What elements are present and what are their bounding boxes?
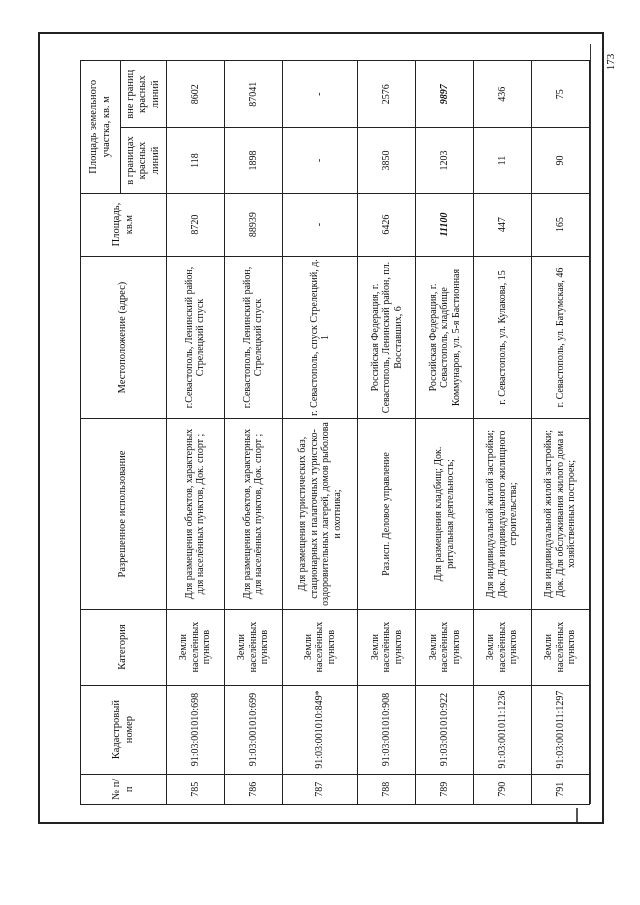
- cell-usage: Для индивидуальной жилой застройки; Док. Для индивидуального жилищного строительства;: [474, 419, 532, 609]
- header-usage: Разрешенное использование: [81, 419, 167, 609]
- cell-cadastral: 91:03:001011:1297: [532, 685, 590, 774]
- cell-outside: 75: [532, 61, 590, 128]
- header-num: № п/п: [81, 774, 167, 804]
- cell-outside: 87041: [224, 61, 282, 128]
- cell-cadastral: 91:03:001010:922: [416, 685, 474, 774]
- cell-num: 791: [532, 774, 590, 804]
- header-area: Площадь, кв.м: [81, 193, 167, 256]
- table-row: [224, 61, 282, 805]
- cell-num: 785: [167, 774, 225, 804]
- cell-within: 1898: [224, 128, 282, 193]
- table-row: [474, 61, 532, 805]
- cell-category: Земли населённых пунктов: [474, 609, 532, 685]
- table-wrapper: [80, 60, 590, 805]
- cell-area: 165: [532, 193, 590, 256]
- cell-area: 88939: [224, 193, 282, 256]
- cell-area: 8720: [167, 193, 225, 256]
- cell-outside: 436: [474, 61, 532, 128]
- margin-rule: [590, 44, 591, 804]
- cell-location: Российская Федерация, г. Севастополь, кладбище Коммунаров, ул. 5-я Бастионная: [416, 256, 474, 419]
- cell-location: г.Севастополь, Ленинский район, Стрелецкий спуск: [224, 256, 282, 419]
- cell-outside: 8602: [167, 61, 225, 128]
- cell-area: 447: [474, 193, 532, 256]
- cell-num: 790: [474, 774, 532, 804]
- page-number-text: 173: [605, 53, 617, 71]
- cell-location: г. Севастополь, ул. Батумская, 46: [532, 256, 590, 419]
- cell-category: Земли населённых пунктов: [416, 609, 474, 685]
- table-row: [167, 61, 225, 805]
- cell-num: 789: [416, 774, 474, 804]
- header-plot-area: Площадь земельного участка, кв. м: [81, 61, 121, 194]
- footer-mark: [576, 808, 578, 822]
- cell-cadastral: 91:03:001010:849*: [282, 685, 358, 774]
- header-location: Местоположение (адрес): [81, 256, 167, 419]
- cell-within: 3850: [358, 128, 416, 193]
- cell-category: Земли населённых пунктов: [358, 609, 416, 685]
- cell-area: 6426: [358, 193, 416, 256]
- land-plots-table: [80, 60, 590, 805]
- cell-usage: Раз.исп. Деловое управление: [358, 419, 416, 609]
- header-within: в границах красных линий: [121, 128, 167, 193]
- cell-location: г. Севастополь, спуск Стрелецкий, д. 1: [282, 256, 358, 419]
- cell-within: 90: [532, 128, 590, 193]
- cell-area: 11100: [416, 193, 474, 256]
- cell-outside: -: [282, 61, 358, 128]
- cell-category: Земли населённых пунктов: [282, 609, 358, 685]
- table-row: [358, 61, 416, 805]
- header-outside: вне границ красных линий: [121, 61, 167, 128]
- cell-num: 786: [224, 774, 282, 804]
- cell-outside: 2576: [358, 61, 416, 128]
- cell-usage: Для размещения туристических баз, стационарных и палаточных туристско-оздоровительных лагерей, домов рыболова и охотника;: [282, 419, 358, 609]
- cell-outside: 9897: [416, 61, 474, 128]
- cell-cadastral: 91:03:001011:1236: [474, 685, 532, 774]
- cell-area: -: [282, 193, 358, 256]
- cell-usage: Для размещения кладбищ; Док. ритуальная деятельность;: [416, 419, 474, 609]
- cell-usage: Для размещения объектов, характерных для населённых пунктов, Док. спорт ;: [167, 419, 225, 609]
- table-row: [416, 61, 474, 805]
- cell-location: г. Севастополь, ул. Кулакова, 15: [474, 256, 532, 419]
- cell-within: 118: [167, 128, 225, 193]
- cell-category: Земли населённых пунктов: [167, 609, 225, 685]
- cell-usage: Для индивидуальной жилой застройки; Док. Для обслуживания жилого дома и хозяйственных построек;: [532, 419, 590, 609]
- cell-num: 788: [358, 774, 416, 804]
- page-number: [603, 44, 619, 84]
- cell-location: Российская Федерация, г. Севастополь, Ленинский район, пл. Восставших, 6: [358, 256, 416, 419]
- cell-category: Земли населённых пунктов: [532, 609, 590, 685]
- cell-category: Земли населённых пунктов: [224, 609, 282, 685]
- cell-within: 11: [474, 128, 532, 193]
- cell-cadastral: 91:03:001010:698: [167, 685, 225, 774]
- header-cadastral: Кадастровый номер: [81, 685, 167, 774]
- table-row: [532, 61, 590, 805]
- cell-within: -: [282, 128, 358, 193]
- cell-cadastral: 91:03:001010:908: [358, 685, 416, 774]
- cell-location: г.Севастополь, Ленинский район, Стрелецкий спуск: [167, 256, 225, 419]
- cell-within: 1203: [416, 128, 474, 193]
- cell-num: 787: [282, 774, 358, 804]
- header-category: Категория: [81, 609, 167, 685]
- cell-usage: Для размещения объектов, характерных для населённых пунктов, Док. спорт ;: [224, 419, 282, 609]
- table-row: [282, 61, 358, 805]
- cell-cadastral: 91:03:001010:699: [224, 685, 282, 774]
